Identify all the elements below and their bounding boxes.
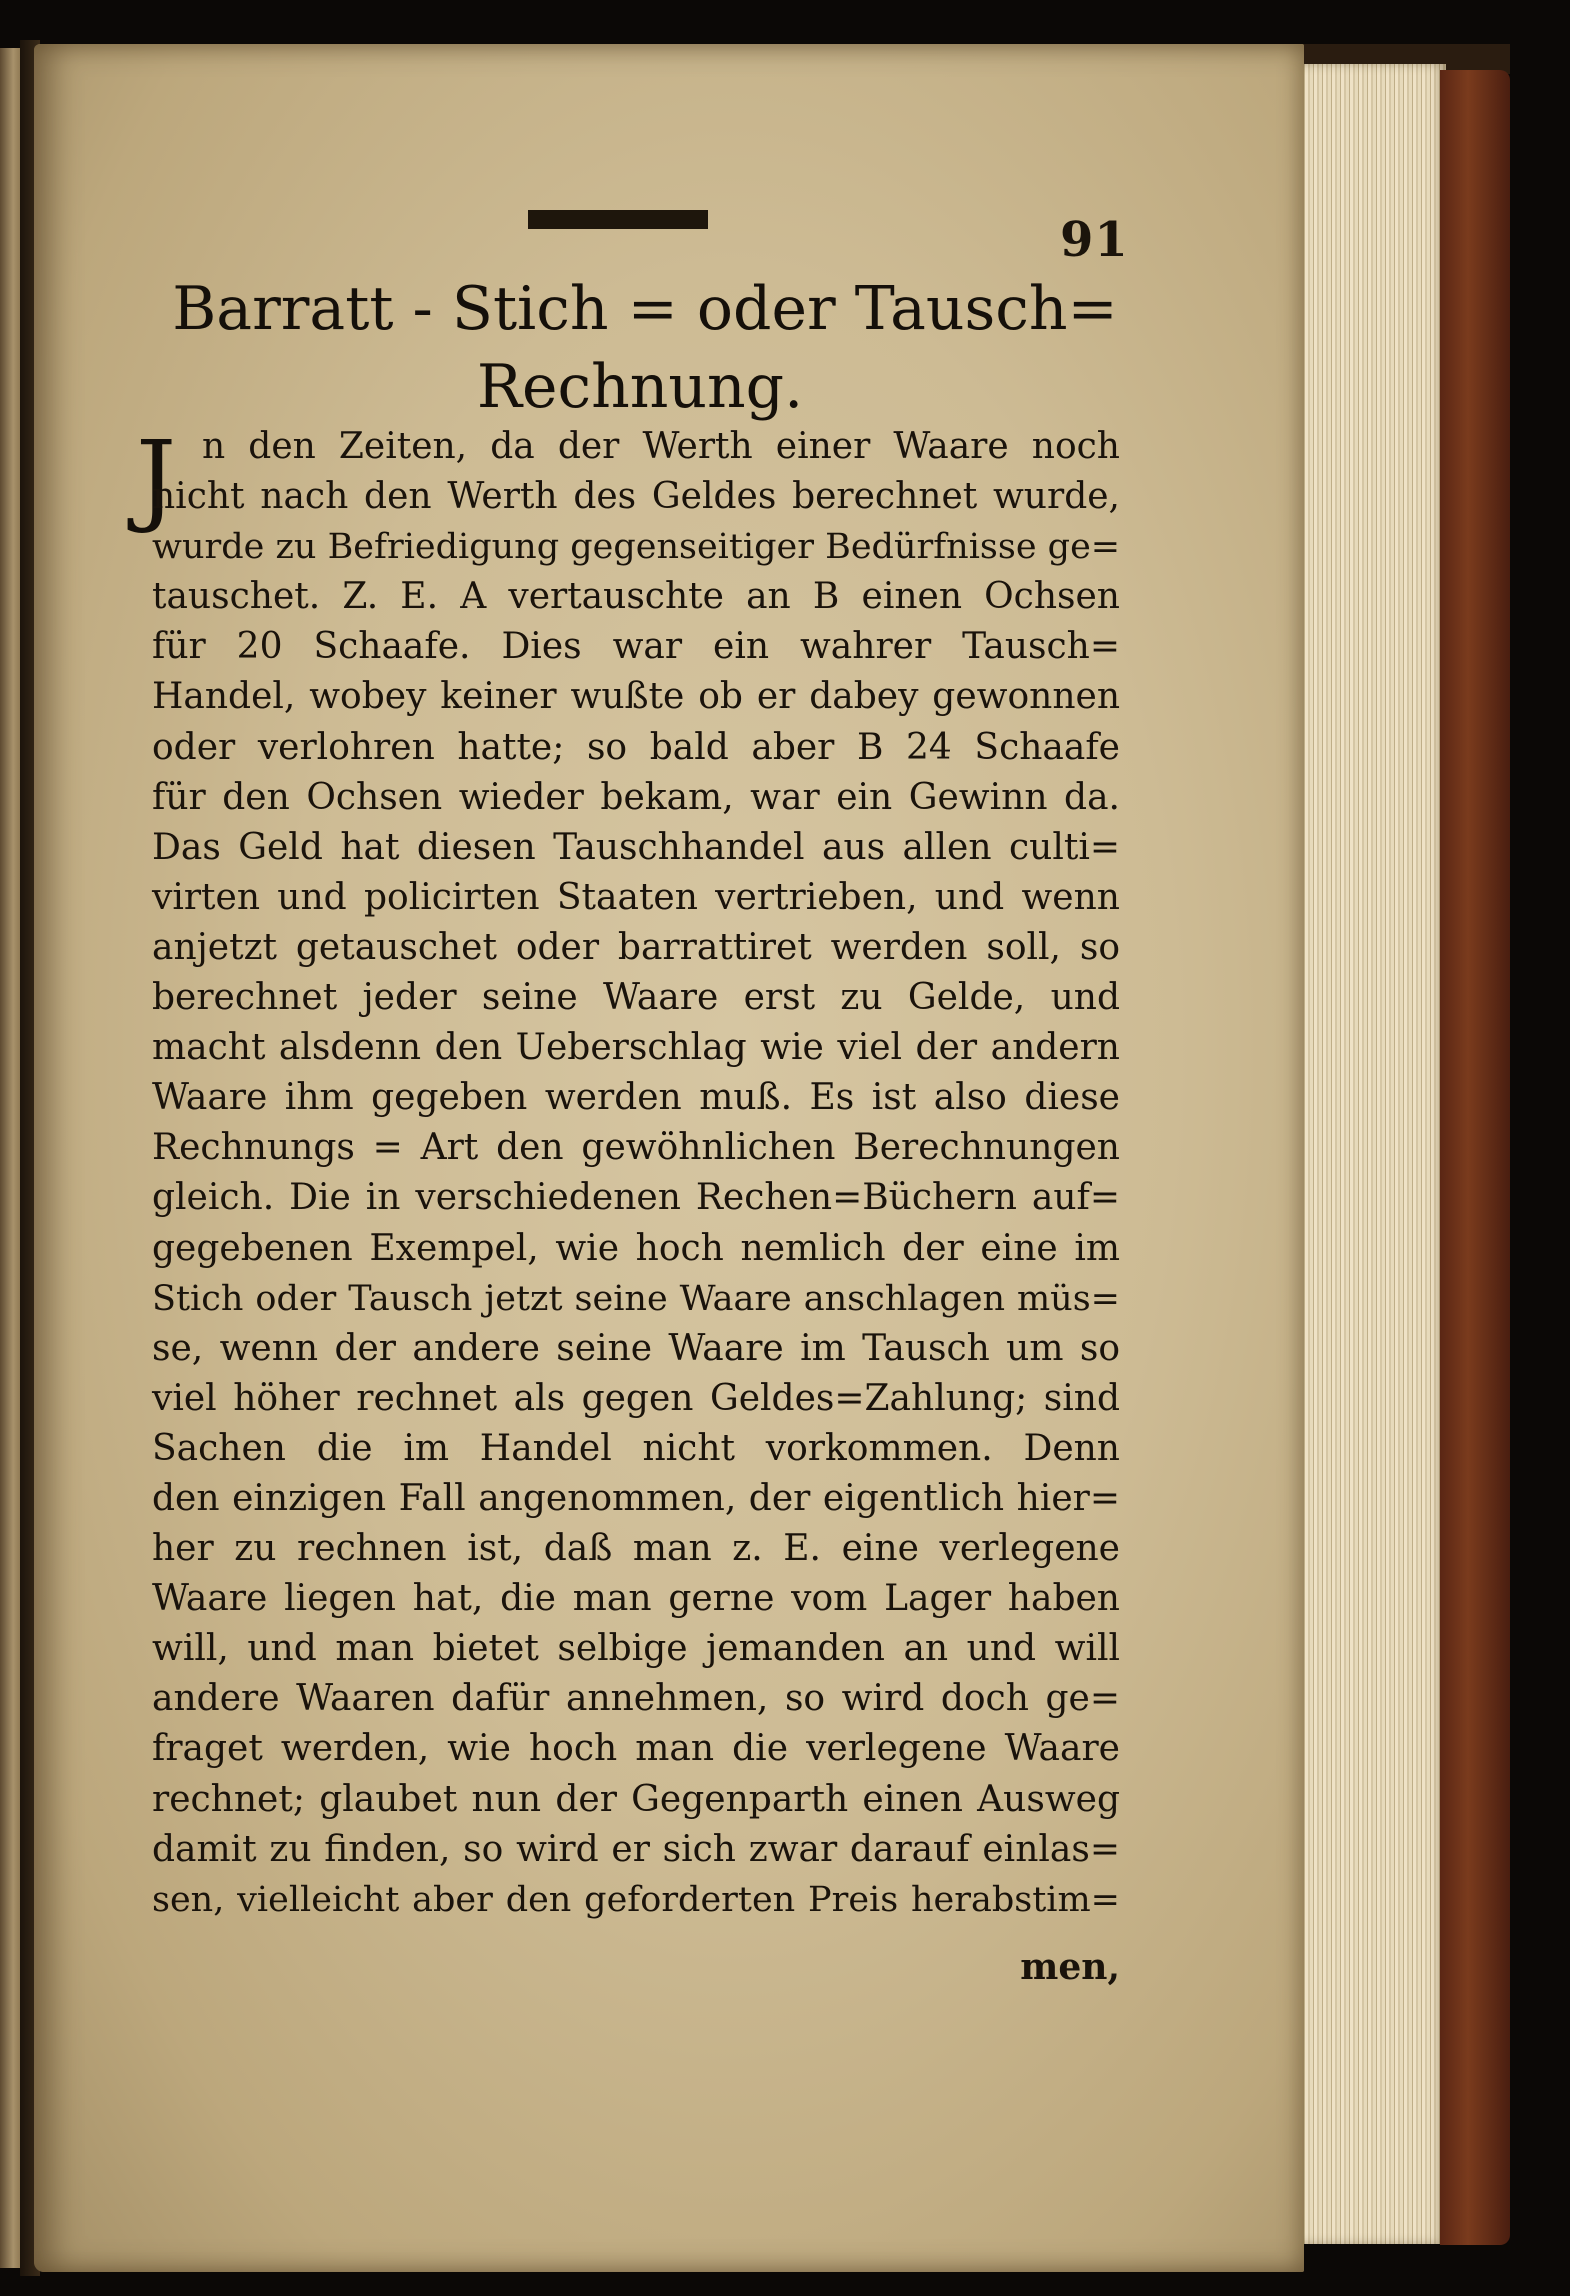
text-line: se, wenn der andere seine Waare im Tausch um so	[152, 1327, 1120, 1369]
text-line: oder verlohren hatte; so bald aber B 24 Schaafe	[152, 726, 1120, 768]
heading-line-2: Rechnung.	[476, 352, 804, 422]
text-line: fraget werden, wie hoch man die verlegene Waare	[152, 1728, 1120, 1770]
text-line: gegebenen Exempel, wie hoch nemlich der eine im	[152, 1227, 1120, 1269]
text-line: Das Geld hat diesen Tauschhandel aus allen culti=	[152, 826, 1120, 868]
heading-line-1: Barratt - Stich = oder Tausch=	[172, 274, 1118, 344]
text-line: n den Zeiten, da der Werth einer Waare noch	[202, 426, 1120, 467]
page-number: 91	[1060, 212, 1129, 268]
text-line: wurde zu Befriedigung gegenseitiger Bedürfnisse ge=	[152, 527, 1121, 568]
text-line: berechnet jeder seine Waare erst zu Gelde, und	[152, 977, 1120, 1019]
page-edges-stack	[1296, 64, 1446, 2244]
text-line: virten und policirten Staaten vertrieben, und wenn	[152, 876, 1120, 918]
text-line: Waare ihm gegeben werden muß. Es ist also diese	[152, 1077, 1120, 1119]
book-cover-edge	[1440, 70, 1510, 2245]
text-line: für 20 Schaafe. Dies war ein wahrer Tausch=	[152, 626, 1120, 668]
catchword: men,	[1020, 1946, 1120, 1988]
text-line: Sachen die im Handel nicht vorkommen. Denn	[152, 1427, 1120, 1469]
text-line: für den Ochsen wieder bekam, war ein Gewinn da.	[152, 776, 1120, 818]
text-line: Stich oder Tausch jetzt seine Waare anschlagen müs=	[152, 1278, 1120, 1319]
text-line: will, und man bietet selbige jemanden an und will	[152, 1628, 1120, 1670]
text-line: andere Waaren dafür annehmen, so wird doch ge=	[152, 1678, 1120, 1720]
text-line: nicht nach den Werth des Geldes berechnet wurde,	[152, 476, 1120, 518]
text-line: tauschet. Z. E. A vertauschte an B einen Ochsen	[152, 576, 1120, 618]
text-line: her zu rechnen ist, daß man z. E. eine verlegene	[152, 1528, 1120, 1570]
text-line: Rechnungs = Art den gewöhnlichen Berechnungen	[152, 1127, 1120, 1169]
text-line: viel höher rechnet als gegen Geldes=Zahlung; sind	[152, 1377, 1120, 1419]
text-line: rechnet; glaubet nun der Gegenparth einen Ausweg	[152, 1778, 1120, 1820]
section-heading	[140, 270, 1140, 426]
text-line: anjetzt getauschet oder barrattiret werden soll, so	[152, 926, 1120, 968]
drop-cap: J	[136, 419, 177, 536]
body-text	[152, 422, 1120, 1925]
text-line: macht alsdenn den Ueberschlag wie viel der andern	[152, 1027, 1120, 1069]
text-line: gleich. Die in verschiedenen Rechen=Büchern auf=	[152, 1177, 1120, 1219]
left-page-edge	[0, 48, 22, 2268]
text-line: den einzigen Fall angenommen, der eigentlich hier=	[152, 1477, 1120, 1519]
text-line: sen, vielleicht aber den geforderten Preis herabstim=	[152, 1879, 1120, 1920]
text-line: damit zu finden, so wird er sich zwar darauf einlas=	[152, 1828, 1120, 1870]
header-rule	[528, 210, 708, 226]
text-line: Handel, wobey keiner wußte ob er dabey gewonnen	[152, 676, 1120, 718]
text-line: Waare liegen hat, die man gerne vom Lager haben	[152, 1578, 1120, 1620]
